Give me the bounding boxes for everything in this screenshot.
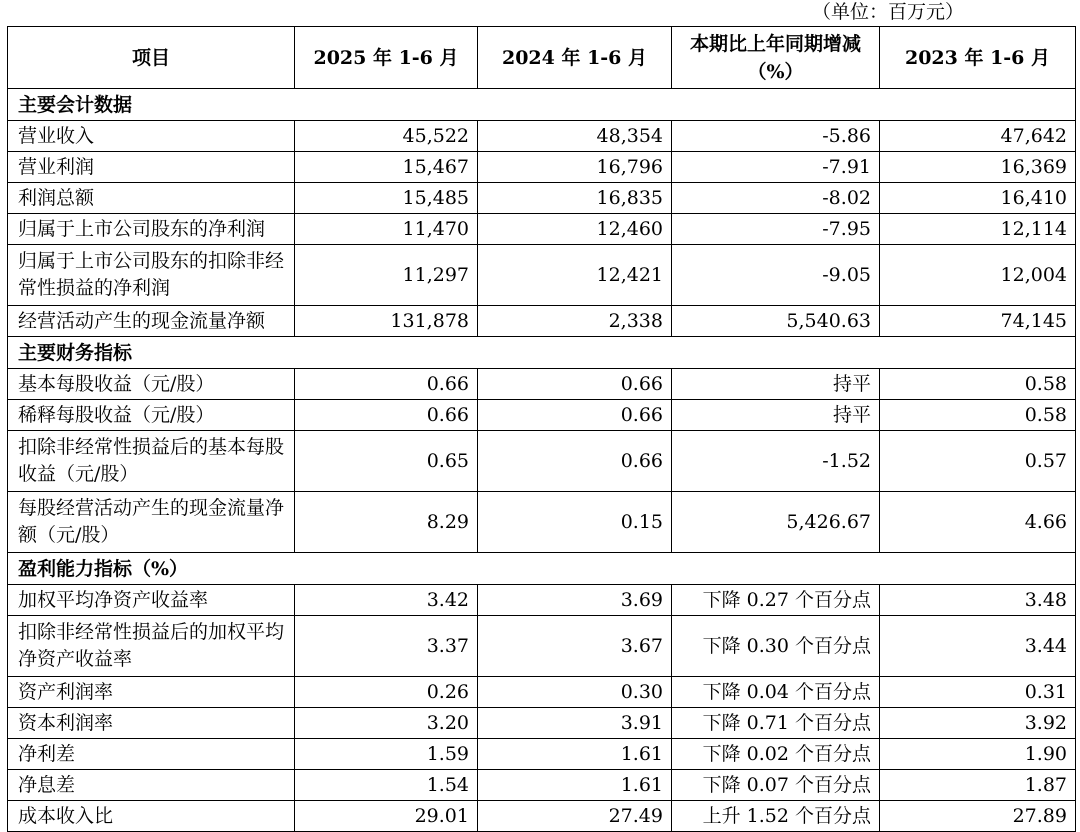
row-label: 加权平均净资产收益率 [8, 585, 295, 616]
value-2023: 3.92 [880, 708, 1076, 739]
value-2023: 74,145 [880, 306, 1076, 337]
value-change: 持平 [672, 400, 880, 431]
row-label: 资产利润率 [8, 677, 295, 708]
table-row [8, 770, 1076, 801]
table-row [8, 369, 1076, 400]
header-2023: 2023 年 1-6 月 [880, 27, 1076, 89]
table-row [8, 585, 1076, 616]
value-2023: 27.89 [880, 801, 1076, 832]
section-title: 盈利能力指标（%） [8, 553, 1076, 585]
table-row [8, 214, 1076, 245]
table-header-row [8, 27, 1076, 89]
table-row [8, 400, 1076, 431]
value-2023: 47,642 [880, 121, 1076, 152]
value-2025: 3.37 [295, 616, 478, 677]
value-change: 5,426.67 [672, 492, 880, 553]
value-2023: 0.58 [880, 400, 1076, 431]
value-2024: 12,460 [478, 214, 672, 245]
value-change: -9.05 [672, 245, 880, 306]
value-2024: 3.67 [478, 616, 672, 677]
row-label: 经营活动产生的现金流量净额 [8, 306, 295, 337]
value-2024: 2,338 [478, 306, 672, 337]
value-2025: 3.20 [295, 708, 478, 739]
value-2023: 1.87 [880, 770, 1076, 801]
value-2023: 16,410 [880, 183, 1076, 214]
value-2024: 0.66 [478, 400, 672, 431]
table-row [8, 492, 1076, 553]
value-2025: 0.65 [295, 431, 478, 492]
table-body [8, 89, 1076, 832]
value-change: 下降 0.07 个百分点 [672, 770, 880, 801]
value-2024: 0.30 [478, 677, 672, 708]
value-change: 下降 0.30 个百分点 [672, 616, 880, 677]
value-2025: 131,878 [295, 306, 478, 337]
row-label: 利润总额 [8, 183, 295, 214]
table-row [8, 801, 1076, 832]
value-2025: 11,470 [295, 214, 478, 245]
value-2024: 48,354 [478, 121, 672, 152]
value-change: -1.52 [672, 431, 880, 492]
value-2024: 27.49 [478, 801, 672, 832]
table-row [8, 245, 1076, 306]
value-2025: 0.66 [295, 369, 478, 400]
table-row [8, 306, 1076, 337]
value-2024: 12,421 [478, 245, 672, 306]
financial-summary-table [7, 26, 1076, 832]
value-2025: 45,522 [295, 121, 478, 152]
value-2024: 1.61 [478, 739, 672, 770]
section-row [8, 89, 1076, 121]
section-title: 主要会计数据 [8, 89, 1076, 121]
section-title: 主要财务指标 [8, 337, 1076, 369]
value-change: -7.95 [672, 214, 880, 245]
value-2024: 0.66 [478, 431, 672, 492]
value-2024: 0.15 [478, 492, 672, 553]
value-2023: 0.58 [880, 369, 1076, 400]
value-2025: 11,297 [295, 245, 478, 306]
header-change: 本期比上年同期增减（%） [672, 27, 880, 89]
value-2024: 16,835 [478, 183, 672, 214]
table-row [8, 183, 1076, 214]
value-2024: 3.69 [478, 585, 672, 616]
value-change: 下降 0.27 个百分点 [672, 585, 880, 616]
table-row [8, 708, 1076, 739]
unit-note: （单位：百万元） [812, 1, 965, 23]
value-2025: 15,467 [295, 152, 478, 183]
value-2024: 16,796 [478, 152, 672, 183]
row-label: 归属于上市公司股东的净利润 [8, 214, 295, 245]
value-change: 下降 0.71 个百分点 [672, 708, 880, 739]
header-item: 项目 [8, 27, 295, 89]
value-change: -7.91 [672, 152, 880, 183]
row-label: 基本每股收益（元/股） [8, 369, 295, 400]
row-label: 资本利润率 [8, 708, 295, 739]
value-change: 持平 [672, 369, 880, 400]
row-label: 稀释每股收益（元/股） [8, 400, 295, 431]
row-label: 营业利润 [8, 152, 295, 183]
row-label: 归属于上市公司股东的扣除非经常性损益的净利润 [8, 245, 295, 306]
value-2023: 3.44 [880, 616, 1076, 677]
section-row [8, 337, 1076, 369]
table-row [8, 431, 1076, 492]
header-2025: 2025 年 1-6 月 [295, 27, 478, 89]
value-2023: 3.48 [880, 585, 1076, 616]
row-label: 扣除非经常性损益后的基本每股收益（元/股） [8, 431, 295, 492]
table-row [8, 152, 1076, 183]
header-2024: 2024 年 1-6 月 [478, 27, 672, 89]
value-2025: 29.01 [295, 801, 478, 832]
section-row [8, 553, 1076, 585]
table-row [8, 121, 1076, 152]
row-label: 净息差 [8, 770, 295, 801]
row-label: 净利差 [8, 739, 295, 770]
value-2023: 0.57 [880, 431, 1076, 492]
row-label: 成本收入比 [8, 801, 295, 832]
value-2023: 4.66 [880, 492, 1076, 553]
table-row [8, 616, 1076, 677]
value-change: 上升 1.52 个百分点 [672, 801, 880, 832]
value-2023: 12,114 [880, 214, 1076, 245]
value-2025: 1.54 [295, 770, 478, 801]
value-2024: 1.61 [478, 770, 672, 801]
value-2025: 8.29 [295, 492, 478, 553]
value-2024: 0.66 [478, 369, 672, 400]
value-2025: 15,485 [295, 183, 478, 214]
value-2025: 0.66 [295, 400, 478, 431]
value-2025: 1.59 [295, 739, 478, 770]
value-change: 5,540.63 [672, 306, 880, 337]
row-label: 每股经营活动产生的现金流量净额（元/股） [8, 492, 295, 553]
value-2024: 3.91 [478, 708, 672, 739]
value-change: -8.02 [672, 183, 880, 214]
row-label: 营业收入 [8, 121, 295, 152]
value-2023: 1.90 [880, 739, 1076, 770]
value-change: 下降 0.02 个百分点 [672, 739, 880, 770]
value-change: 下降 0.04 个百分点 [672, 677, 880, 708]
table-row [8, 677, 1076, 708]
value-2023: 12,004 [880, 245, 1076, 306]
value-2025: 3.42 [295, 585, 478, 616]
value-2023: 16,369 [880, 152, 1076, 183]
value-2023: 0.31 [880, 677, 1076, 708]
value-2025: 0.26 [295, 677, 478, 708]
row-label: 扣除非经常性损益后的加权平均净资产收益率 [8, 616, 295, 677]
financial-table-container [7, 26, 1076, 832]
table-row [8, 739, 1076, 770]
value-change: -5.86 [672, 121, 880, 152]
